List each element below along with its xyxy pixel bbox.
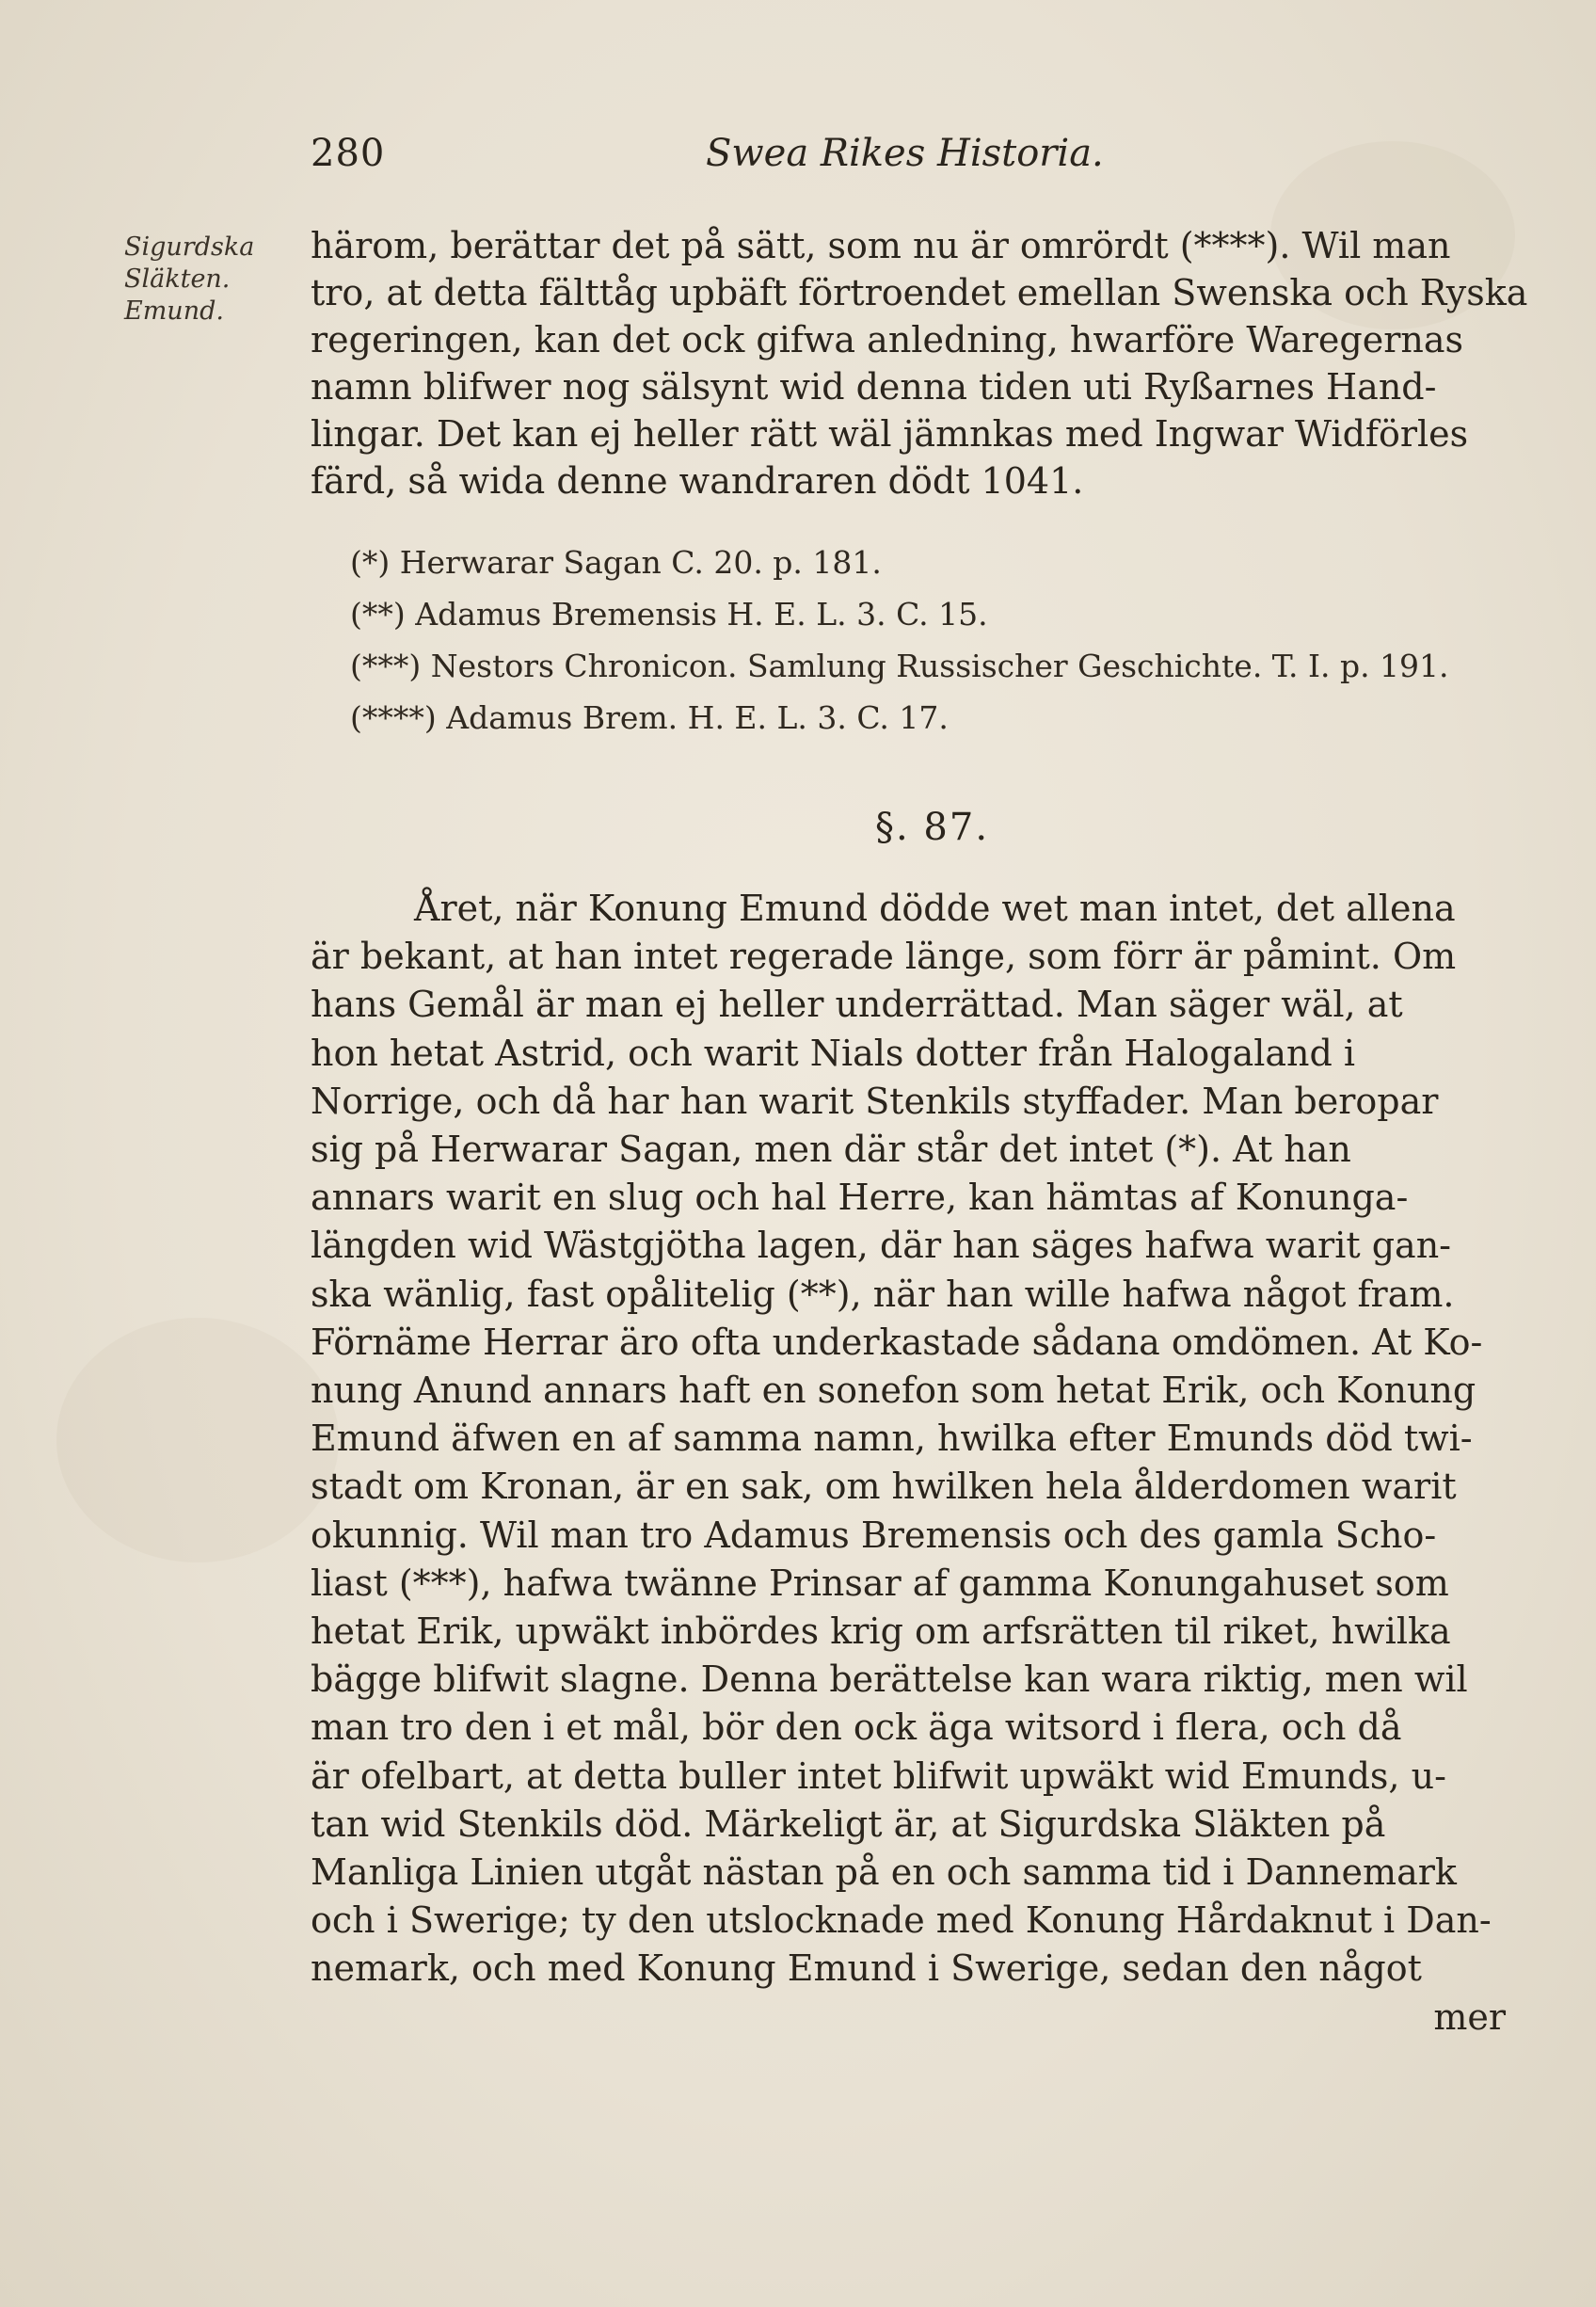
- text-line: Norrige, och då har han warit Stenkils styffader. Man beropar: [311, 1080, 1439, 1122]
- page-header: [311, 132, 1157, 188]
- margin-note: Emund.: [124, 296, 224, 326]
- catchword: mer: [1433, 1995, 1506, 2038]
- paragraph-1: [311, 222, 1543, 505]
- text-line: är ofelbart, at detta buller intet blifwit upwäkt wid Emunds, u-: [311, 1754, 1446, 1797]
- text-line: annars warit en slug och hal Herre, kan hämtas af Konunga-: [311, 1177, 1409, 1219]
- text-line: är bekant, at han intet regerade länge, som förr är påmint. Om: [311, 936, 1457, 978]
- text-line: tro, at detta fälttåg upbäft förtroendet emellan Swenska och Ryska: [311, 272, 1528, 313]
- text-line: Manliga Linien utgåt nästan på en och samma tid i Dannemark: [311, 1851, 1457, 1894]
- text-line: längden wid Wästgjötha lagen, där han säges hafwa warit gan-: [311, 1225, 1452, 1267]
- text-line: hans Gemål är man ej heller underrättad. Man säger wäl, at: [311, 984, 1403, 1026]
- text-line: regeringen, kan det ock gifwa anledning, hwarföre Waregernas: [311, 319, 1464, 360]
- page-number: 280: [311, 132, 386, 175]
- paragraph-2: [311, 885, 1543, 2042]
- text-line: Året, när Konung Emund dödde wet man intet, det allena: [414, 888, 1456, 929]
- margin-note: Sigurdska: [124, 232, 255, 262]
- text-line: härom, berättar det på sätt, som nu är omrördt (****). Wil man: [311, 225, 1451, 266]
- footnote: (*) Herwarar Sagan C. 20. p. 181.: [350, 544, 882, 581]
- text-line: hon hetat Astrid, och warit Nials dotter från Halogaland i: [311, 1032, 1356, 1074]
- footnotes: [350, 537, 1536, 744]
- footnote: (**) Adamus Bremensis H. E. L. 3. C. 15.: [350, 596, 988, 633]
- text-line: bägge blifwit slagne. Denna berättelse kan wara riktig, men wil: [311, 1658, 1468, 1701]
- text-line: stadt om Kronan, är en sak, om hwilken hela ålderdomen warit: [311, 1466, 1457, 1508]
- text-line: hetat Erik, upwäkt inbördes krig om arfsrätten til riket, hwilka: [311, 1610, 1451, 1653]
- text-line: okunnig. Wil man tro Adamus Bremensis och des gamla Scho-: [311, 1514, 1437, 1556]
- text-line: tan wid Stenkils död. Märkeligt är, at Sigurdska Släkten på: [311, 1802, 1386, 1845]
- text-line: Emund äfwen en af samma namn, hwilka efter Emunds död twi-: [311, 1418, 1473, 1460]
- footnote: (****) Adamus Brem. H. E. L. 3. C. 17.: [350, 699, 949, 736]
- paper-stain: [56, 1318, 339, 1562]
- text-line: namn blifwer nog sälsynt wid denna tiden uti Ryßarnes Hand-: [311, 366, 1437, 408]
- text-line: lingar. Det kan ej heller rätt wäl jämnkas med Ingwar Widförles: [311, 413, 1469, 455]
- text-line: man tro den i et mål, bör den ock äga witsord i flera, och då: [311, 1706, 1402, 1749]
- text-line: nemark, och med Konung Emund i Swerige, sedan den något: [311, 1947, 1422, 1990]
- margin-note: Släkten.: [124, 264, 231, 294]
- text-line: sig på Herwarar Sagan, men där står det intet (*). At han: [311, 1129, 1351, 1171]
- text-line: nung Anund annars haft en sonefon som hetat Erik, och Konung: [311, 1370, 1476, 1412]
- margin-notes: [124, 232, 312, 328]
- text-line: färd, så wida denne wandraren dödt 1041.: [311, 460, 1084, 502]
- section-heading: §. 87.: [875, 806, 990, 849]
- footnote: (***) Nestors Chronicon. Samlung Russischer Geschichte. T. I. p. 191.: [350, 648, 1449, 684]
- text-line: ska wänlig, fast opålitelig (**), när han wille hafwa något fram.: [311, 1273, 1455, 1315]
- text-line: och i Swerige; ty den utslocknade med Konung Hårdaknut i Dan-: [311, 1899, 1492, 1942]
- text-line: liast (***), hafwa twänne Prinsar af gamma Konungahuset som: [311, 1562, 1449, 1604]
- text-line: Förnäme Herrar äro ofta underkastade sådana omdömen. At Ko-: [311, 1321, 1483, 1363]
- running-title: Swea Rikes Historia.: [706, 132, 1104, 175]
